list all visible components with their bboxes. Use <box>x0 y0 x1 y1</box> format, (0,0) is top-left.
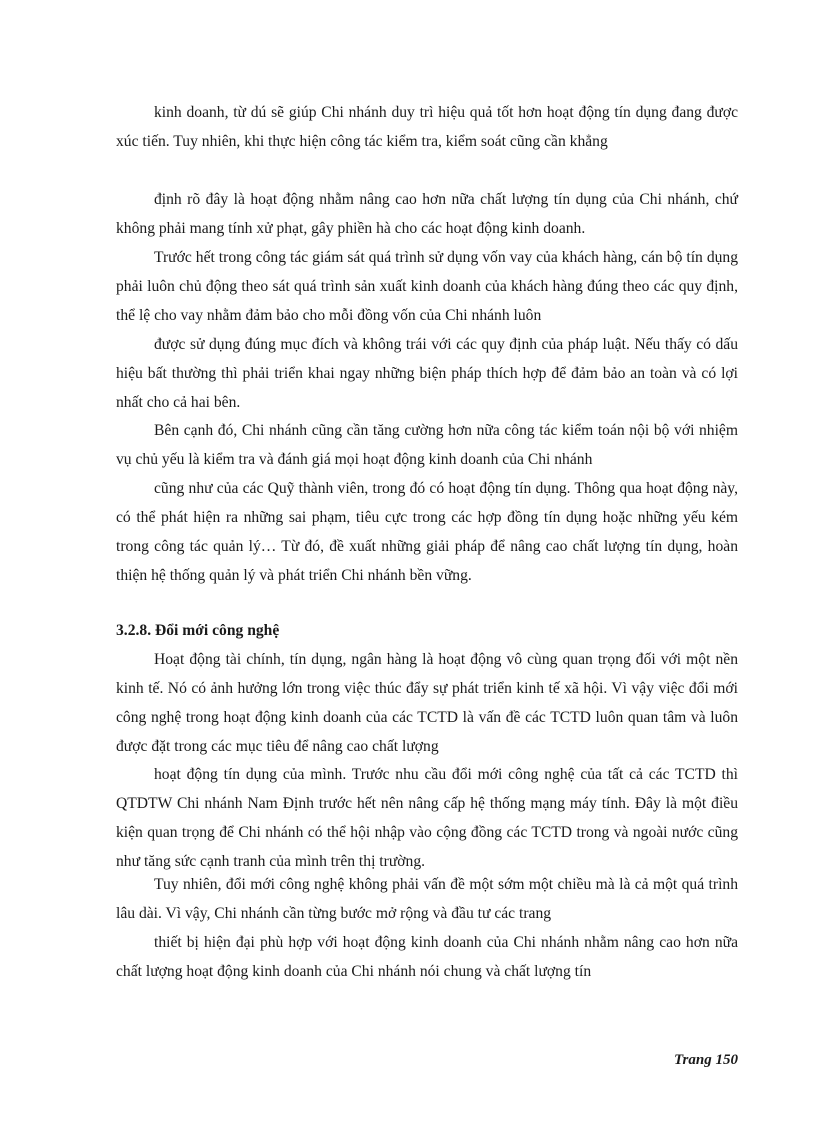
paragraph-7: Hoạt động tài chính, tín dụng, ngân hàng là hoạt động vô cùng quan trọng đối với một nền kinh tế. Nó có ảnh hưởng lớn trong việc thúc đẩy sự phát triển kinh tế xã hội. Vì vậy việc đổi mới công nghệ trong hoạt động kinh doanh của các TCTD là vấn đề các TCTD luôn quan tâm và luôn được đặt trong các mục tiêu để nâng cao chất lượng <box>116 651 738 755</box>
paragraph-6: cũng như của các Quỹ thành viên, trong đó có hoạt động tín dụng. Thông qua hoạt động này, có thể phát hiện ra những sai phạm, tiêu cực trong các hợp đồng tín dụng hoặc những yếu kém trong công tác quản lý… Từ đó, đề xuất những giải pháp để nâng cao chất lượng tín dụng, hoàn thiện hệ thống quản lý và phát triển Chi nhánh bền vững. <box>116 480 738 584</box>
paragraph-5: Bên cạnh đó, Chi nhánh cũng cần tăng cường hơn nữa công tác kiểm toán nội bộ với nhiệm vụ chủ yếu là kiểm tra và đánh giá mọi hoạt động kinh doanh của Chi nhánh <box>116 422 738 468</box>
paragraph-2: định rõ đây là hoạt động nhằm nâng cao hơn nữa chất lượng tín dụng của Chi nhánh, chứ không phải mang tính xử phạt, gây phiền hà cho các hoạt động kinh doanh. <box>116 191 738 237</box>
section-heading: 3.2.8. Đổi mới công nghệ <box>116 622 280 639</box>
paragraph-9: Tuy nhiên, đổi mới công nghệ không phải vấn đề một sớm một chiều mà là cả một quá trình lâu dài. Vì vậy, Chi nhánh cần từng bước mở rộng và đầu tư các trang <box>116 876 738 922</box>
paragraph-3: Trước hết trong công tác giám sát quá trình sử dụng vốn vay của khách hàng, cán bộ tín dụng phải luôn chủ động theo sát quá trình sản xuất kinh doanh của khách hàng đúng theo các quy định, thể lệ cho vay nhằm đảm bảo cho mỗi đồng vốn của Chi nhánh luôn <box>116 249 738 324</box>
paragraph-1: kinh doanh, từ dú sẽ giúp Chi nhánh duy trì hiệu quả tốt hơn hoạt động tín dụng đang được xúc tiến. Tuy nhiên, khi thực hiện công tác kiểm tra, kiểm soát cũng cần khẳng <box>116 104 738 150</box>
page-number: Trang 150 <box>673 1052 738 1068</box>
paragraph-10: thiết bị hiện đại phù hợp với hoạt động kinh doanh của Chi nhánh nhằm nâng cao hơn nữa chất lượng hoạt động kinh doanh của Chi nhánh nói chung và chất lượng tín <box>116 934 738 980</box>
paragraph-4: được sử dụng đúng mục đích và không trái với các quy định của pháp luật. Nếu thấy có dấu hiệu bất thường thì phải triển khai ngay những biện pháp thích hợp để đảm bảo an toàn và có lợi nhất cho cả hai bên. <box>116 336 738 411</box>
paragraph-8: hoạt động tín dụng của mình. Trước nhu cầu đổi mới công nghệ của tất cả các TCTD thì QTDTW Chi nhánh Nam Định trước hết nên nâng cấp hệ thống mạng máy tính. Đây là một điều kiện quan trọng để Chi nhánh có thể hội nhập vào cộng đồng các TCTD trong và ngoài nước cũng như tăng sức cạnh tranh của mình trên thị trường. <box>116 766 738 870</box>
